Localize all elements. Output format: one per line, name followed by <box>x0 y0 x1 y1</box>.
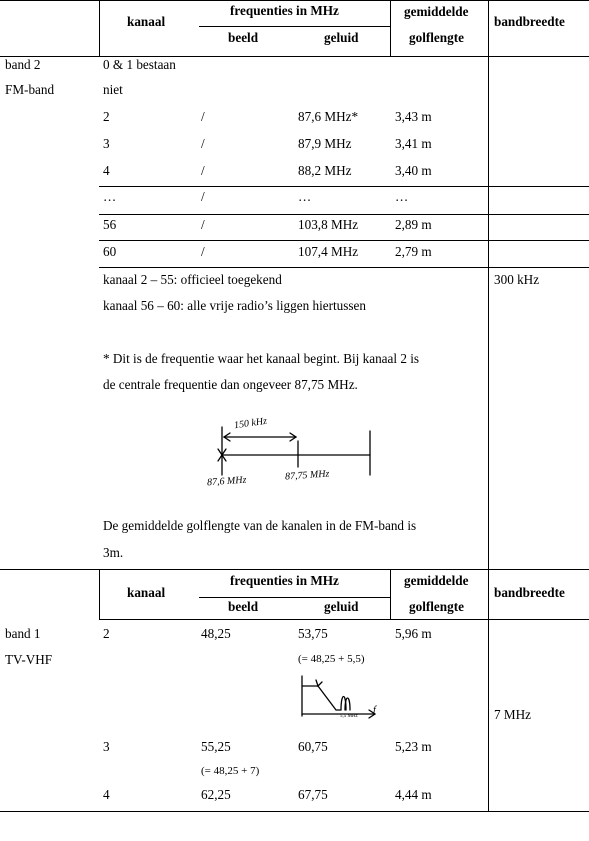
fm-geluid: … <box>298 189 312 204</box>
sketch-left-label: 87,6 MHz <box>206 474 247 489</box>
fm-beeld: / <box>201 163 205 178</box>
tv-band-type: TV-VHF <box>5 652 53 667</box>
rule-header-bottom <box>0 56 589 57</box>
tv-kanaal: 4 <box>103 787 110 802</box>
tv-header-bandbreedte: bandbreedte <box>494 585 565 600</box>
tv-bandbreedte: 7 MHz <box>494 707 531 722</box>
fm-golflengte: 3,40 m <box>395 163 432 178</box>
tv-geluid: 60,75 <box>298 739 328 754</box>
fm-beeld: / <box>201 189 205 204</box>
rule-fm-bottom <box>0 569 589 570</box>
tv-geluid-note: (= 48,25 + 5,5) <box>298 653 365 665</box>
fm-golflengte: 2,79 m <box>395 244 432 259</box>
fm-geluid: 103,8 MHz <box>298 217 359 232</box>
fm-geluid: 87,6 MHz* <box>298 109 359 124</box>
tv-header-frequenties: frequenties in MHz <box>230 573 339 588</box>
tv-header-golflengte: golflengte <box>409 599 464 614</box>
fm-beeld: / <box>201 244 205 259</box>
fm-band-type: FM-band <box>5 82 55 97</box>
tv-beeld: 48,25 <box>201 626 231 641</box>
tv-header-beeld: beeld <box>228 599 259 614</box>
fm-kanaal: … <box>103 189 117 204</box>
fm-kanaal: 2 <box>103 109 110 124</box>
fm-kanaal: 56 <box>103 217 117 232</box>
tv-sketch-label: 5,5 MHz <box>340 714 358 719</box>
fm-note-free-radio: kanaal 56 – 60: alle vrije radio’s liggen hiertussen <box>103 298 366 313</box>
tv-beeld-note: (= 48,25 + 7) <box>201 765 260 777</box>
fm-golflengte: 2,89 m <box>395 217 432 232</box>
tv-golflengte: 5,23 m <box>395 739 432 754</box>
rule-freq-sub <box>199 26 390 27</box>
sketch-mid-label: 87,75 MHz <box>284 468 330 483</box>
fm-footnote: * Dit is de frequentie waar het kanaal begint. Bij kanaal 2 is <box>103 351 420 366</box>
fm-golflengte: … <box>395 189 409 204</box>
fm-geluid: 87,9 MHz <box>298 136 352 151</box>
rule-fm-row <box>99 186 589 187</box>
rule-top <box>0 0 589 1</box>
rule-tv-freq-sub <box>199 597 390 598</box>
fm-golflengte: 3,43 m <box>395 109 432 124</box>
tv-golflengte: 4,44 m <box>395 787 432 802</box>
tv-beeld: 62,25 <box>201 787 231 802</box>
tv-kanaal: 2 <box>103 626 110 641</box>
fm-beeld: / <box>201 217 205 232</box>
header-gemiddelde: gemiddelde <box>404 4 469 19</box>
tv-header-gemiddelde: gemiddelde <box>404 573 469 588</box>
fm-bandbreedte: 300 kHz <box>494 272 540 287</box>
tv-band-name: band 1 <box>5 626 41 641</box>
fm-first-note: 0 & 1 bestaan <box>103 57 176 72</box>
rule-tv-header <box>99 619 589 620</box>
fm-geluid: 88,2 MHz <box>298 163 352 178</box>
fm-average-note: 3m. <box>103 545 124 560</box>
tv-spectrum-sketch <box>294 672 384 722</box>
tv-golflengte: 5,96 m <box>395 626 432 641</box>
header-bandbreedte: bandbreedte <box>494 14 565 29</box>
tv-header-kanaal: kanaal <box>127 585 166 600</box>
header-geluid: geluid <box>324 30 359 45</box>
fm-footnote: de centrale frequentie dan ongeveer 87,75 MHz. <box>103 377 358 392</box>
rule-fm-row <box>99 267 589 268</box>
header-kanaal: kanaal <box>127 14 166 29</box>
col-rule <box>99 569 100 619</box>
fm-band-name: band 2 <box>5 57 41 72</box>
tv-header-geluid: geluid <box>324 599 359 614</box>
rule-fm-row <box>99 214 589 215</box>
fm-golflengte: 3,41 m <box>395 136 432 151</box>
sketch-span-label: 150 kHz <box>233 415 268 432</box>
col-rule <box>488 0 489 811</box>
header-beeld: beeld <box>228 30 259 45</box>
fm-first-note: niet <box>103 82 123 97</box>
tv-sketch-axis: f <box>373 705 376 716</box>
fm-kanaal: 3 <box>103 136 110 151</box>
tv-kanaal: 3 <box>103 739 110 754</box>
rule-fm-row <box>99 240 589 241</box>
fm-kanaal: 60 <box>103 244 117 259</box>
fm-beeld: / <box>201 136 205 151</box>
fm-average-note: De gemiddelde golflengte van de kanalen in de FM-band is <box>103 518 417 533</box>
col-rule <box>390 569 391 619</box>
rule-bottom <box>0 811 589 812</box>
fm-kanaal: 4 <box>103 163 110 178</box>
fm-note-official: kanaal 2 – 55: officieel toegekend <box>103 272 282 287</box>
tv-geluid: 67,75 <box>298 787 328 802</box>
col-rule <box>390 0 391 56</box>
tv-beeld: 55,25 <box>201 739 231 754</box>
header-frequenties: frequenties in MHz <box>230 3 339 18</box>
col-rule <box>99 0 100 56</box>
fm-geluid: 107,4 MHz <box>298 244 359 259</box>
tv-geluid: 53,75 <box>298 626 328 641</box>
header-golflengte: golflengte <box>409 30 464 45</box>
fm-beeld: / <box>201 109 205 124</box>
